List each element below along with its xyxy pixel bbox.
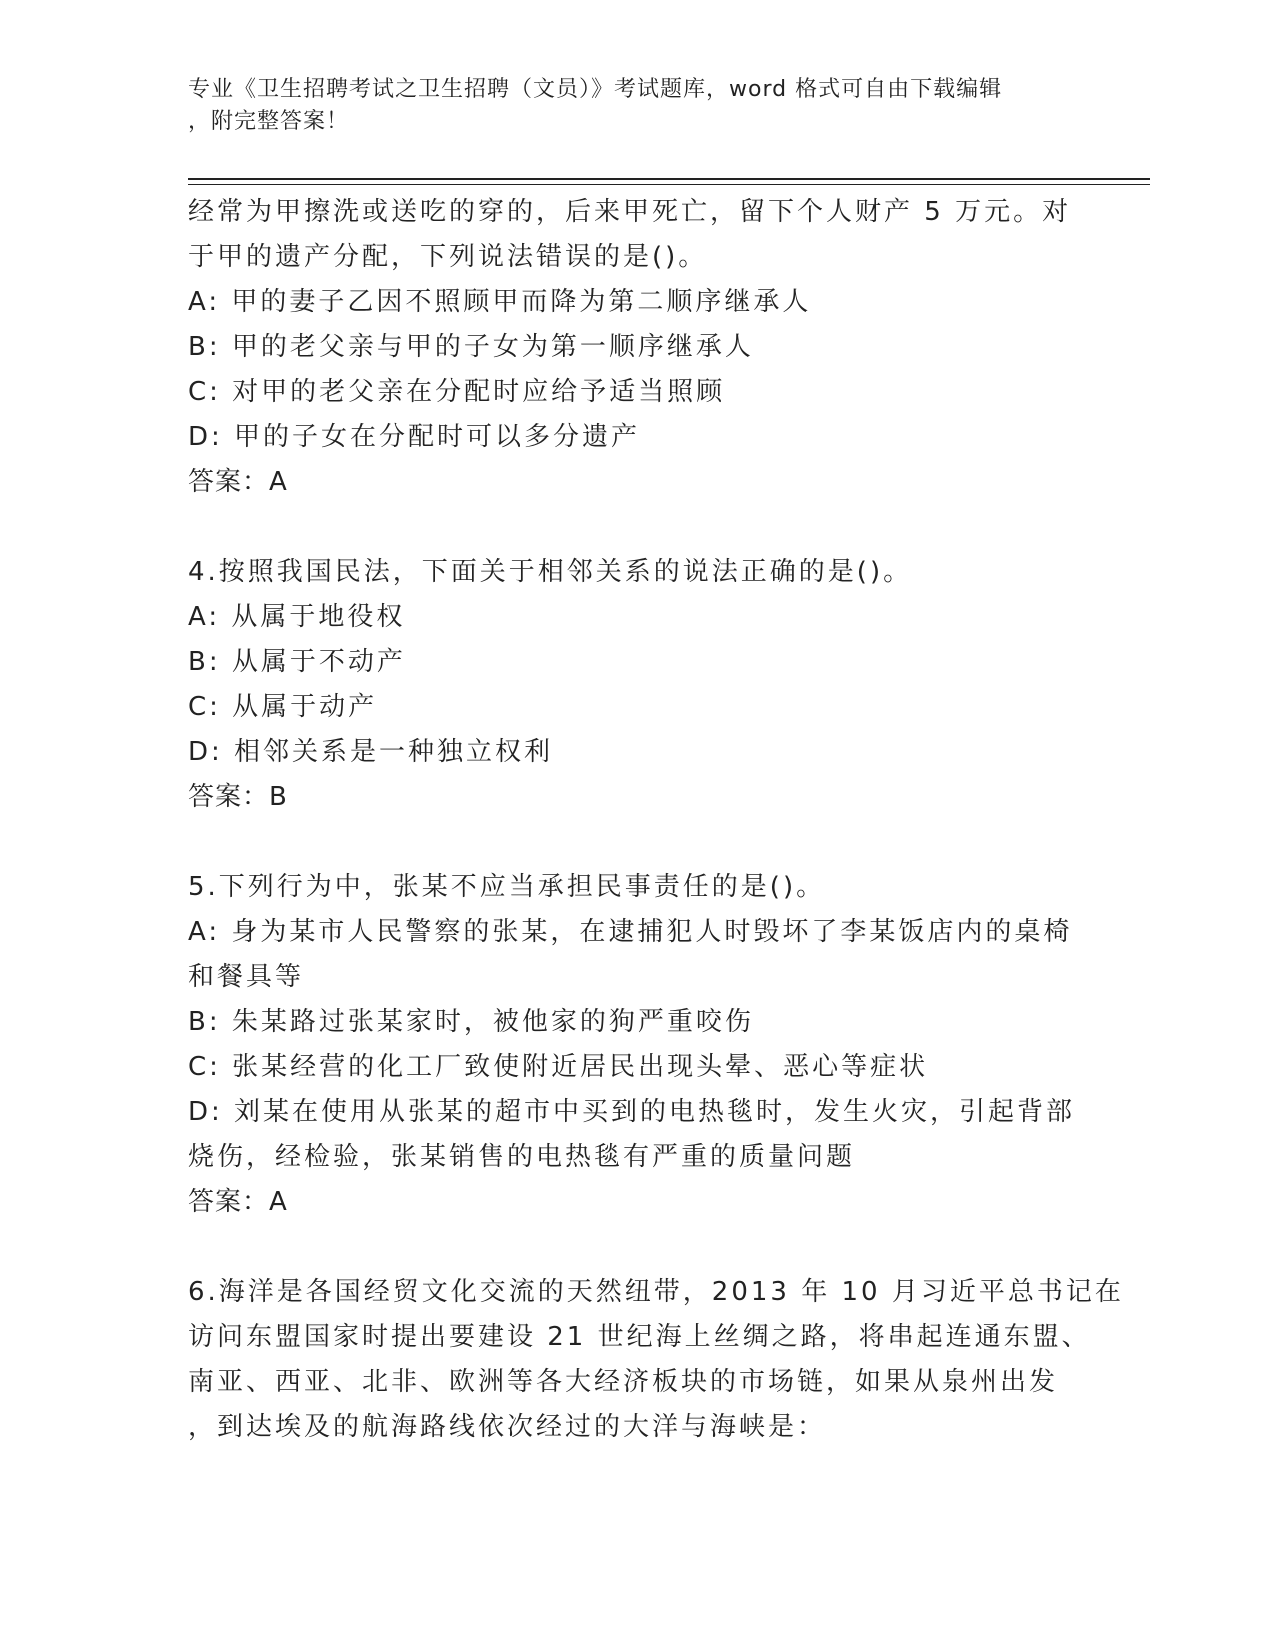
question-4 [188,550,1088,820]
question-5-option-c: C: 张某经营的化工厂致使附近居民出现头晕、恶心等症状 [188,1052,929,1082]
question-4-stem: 4.按照我国民法，下面关于相邻关系的说法正确的是()。 [188,557,913,587]
question-5-answer: 答案：A [188,1187,288,1217]
question-3-option-c: C: 对甲的老父亲在分配时应给予适当照顾 [188,377,726,407]
question-5-option-b: B: 朱某路过张某家时，被他家的狗严重咬伤 [188,1007,754,1037]
question-6 [188,1270,1124,1450]
question-4-option-c: C: 从属于动产 [188,692,378,722]
question-3-option-a: A: 甲的妻子乙因不照顾甲而降为第二顺序继承人 [188,287,812,317]
header-line-2: ，附完整答案！ [188,109,350,134]
question-4-option-d: D: 相邻关系是一种独立权利 [188,737,554,767]
spacer [188,1225,1088,1270]
question-6-stem-line-1: 6.海洋是各国经贸文化交流的天然纽带，2013 年 10 月习近平总书记在 [188,1277,1124,1307]
question-3-answer: 答案：A [188,467,288,497]
question-5-option-d-line-2: 烧伤，经检验，张某销售的电热毯有严重的质量问题 [188,1142,856,1172]
question-5-option-d-line-1: D: 刘某在使用从张某的超市中买到的电热毯时，发生火灾，引起背部 [188,1097,1076,1127]
question-5-stem: 5.下列行为中，张某不应当承担民事责任的是()。 [188,872,826,902]
question-3-stem-line-2: 于甲的遗产分配，下列说法错误的是()。 [188,242,708,272]
question-4-answer: 答案：B [188,782,288,812]
question-3 [188,190,1088,505]
question-3-option-b: B: 甲的老父亲与甲的子女为第一顺序继承人 [188,332,754,362]
document-header [188,74,1068,138]
question-6-stem-line-3: 南亚、西亚、北非、欧洲等各大经济板块的市场链，如果从泉州出发 [188,1367,1059,1397]
question-6-stem-line-2: 访问东盟国家时提出要建设 21 世纪海上丝绸之路，将串起连通东盟、 [188,1322,1091,1352]
question-5-option-a-line-2: 和餐具等 [188,962,305,992]
question-5-option-a-line-1: A: 身为某市人民警察的张某，在逮捕犯人时毁坏了李某饭店内的桌椅 [188,917,1073,947]
question-6-stem-line-4: ，到达埃及的航海路线依次经过的大洋与海峡是： [188,1412,827,1442]
header-line-1: 专业《卫生招聘考试之卫生招聘（文员）》考试题库，word 格式可自由下载编辑 [188,77,1003,102]
question-5 [188,865,1088,1225]
question-3-stem-line-1: 经常为甲擦洗或送吃的穿的，后来甲死亡，留下个人财产 5 万元。对 [188,197,1072,227]
question-4-option-b: B: 从属于不动产 [188,647,406,677]
question-3-option-d: D: 甲的子女在分配时可以多分遗产 [188,422,641,452]
spacer [188,505,1088,550]
header-divider-thick [188,178,1150,180]
question-content [188,190,1124,1450]
header-divider-thin [188,184,1150,185]
question-4-option-a: A: 从属于地役权 [188,602,406,632]
spacer [188,820,1088,865]
